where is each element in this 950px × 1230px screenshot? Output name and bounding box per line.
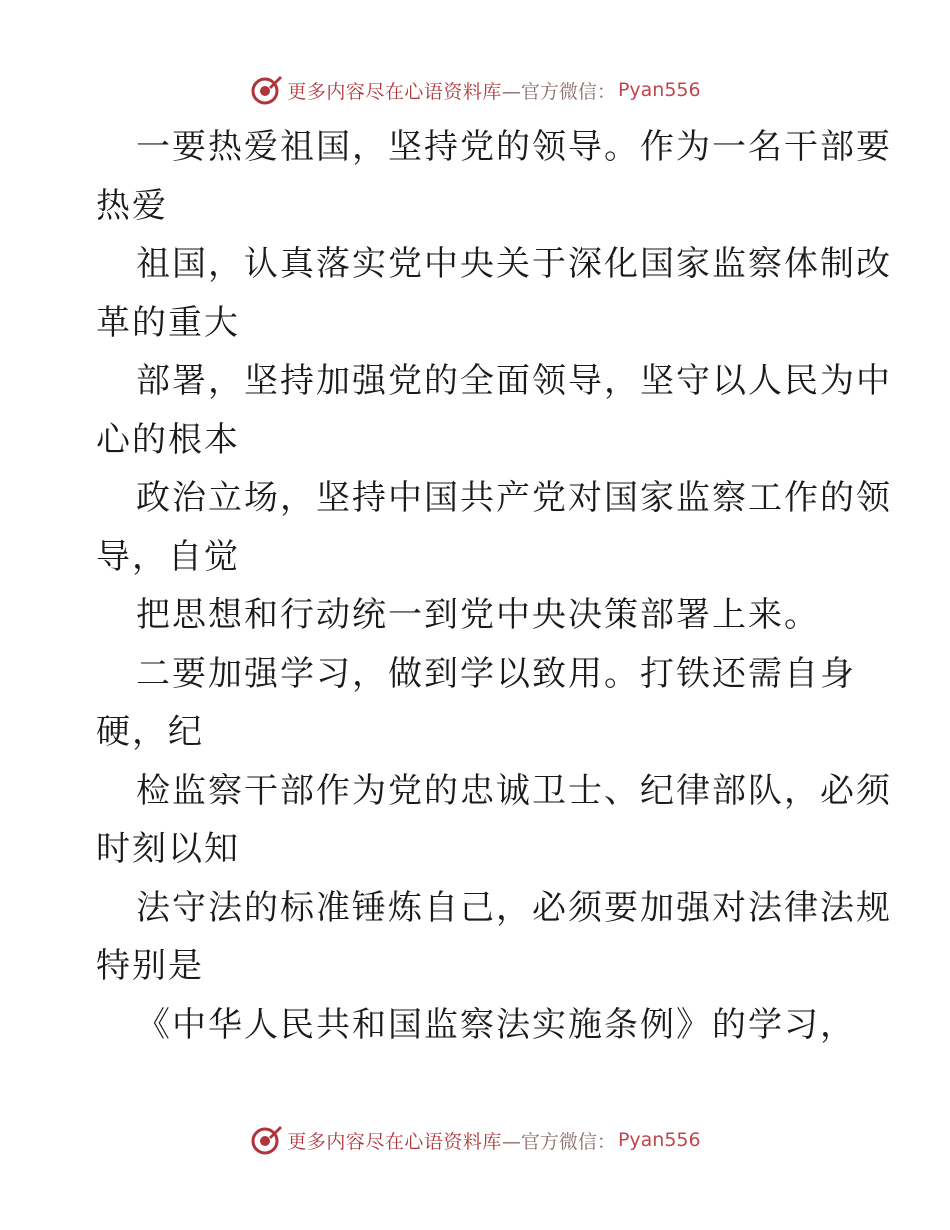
- body-line: 热爱: [96, 185, 168, 226]
- body-line: 《中华人民共和国监察法实施条例》的学习，: [136, 1004, 856, 1045]
- body-line: 导，自觉: [96, 536, 240, 577]
- body-line: 二要加强学习，做到学以致用。打铁还需自身: [136, 653, 856, 694]
- body-line: 一要热爱祖国，坚持党的领导。作为一名干部要: [136, 127, 892, 167]
- body-line: 革的重大: [96, 302, 240, 343]
- header-banner-id: Pyan556: [617, 79, 701, 101]
- body-line: 把思想和行动统一到党中央决策部署上来。: [136, 595, 820, 635]
- body-line: 检监察干部作为党的忠诚卫士、纪律部队，必须: [136, 770, 892, 811]
- footer-banner-text: 更多内容尽在心语资料库: [287, 1130, 502, 1153]
- footer-banner-tag: —官方微信：: [501, 1130, 616, 1153]
- footer-banner-id: Pyan556: [617, 1129, 701, 1151]
- pen-logo-icon: [249, 1123, 283, 1157]
- header-banner-tag: —官方微信：: [501, 80, 616, 103]
- body-line: 部署，坚持加强党的全面领导，坚守以人民为中: [136, 361, 892, 401]
- body-line: 硬，纪: [96, 712, 204, 752]
- pen-logo-icon: [249, 73, 283, 107]
- body-line: 特别是: [96, 946, 204, 986]
- footer-banner: [0, 1120, 950, 1160]
- header-banner-text: 更多内容尽在心语资料库: [287, 80, 502, 103]
- body-line: 时刻以知: [96, 829, 240, 869]
- body-line: 心的根本: [96, 419, 240, 460]
- body-line: 政治立场，坚持中国共产党对国家监察工作的领: [136, 478, 892, 518]
- body-line: 祖国，认真落实党中央关于深化国家监察体制改: [136, 244, 892, 284]
- document-body: [96, 118, 892, 1054]
- header-banner: [0, 70, 950, 110]
- body-line: 法守法的标准锤炼自己，必须要加强对法律法规: [136, 887, 892, 928]
